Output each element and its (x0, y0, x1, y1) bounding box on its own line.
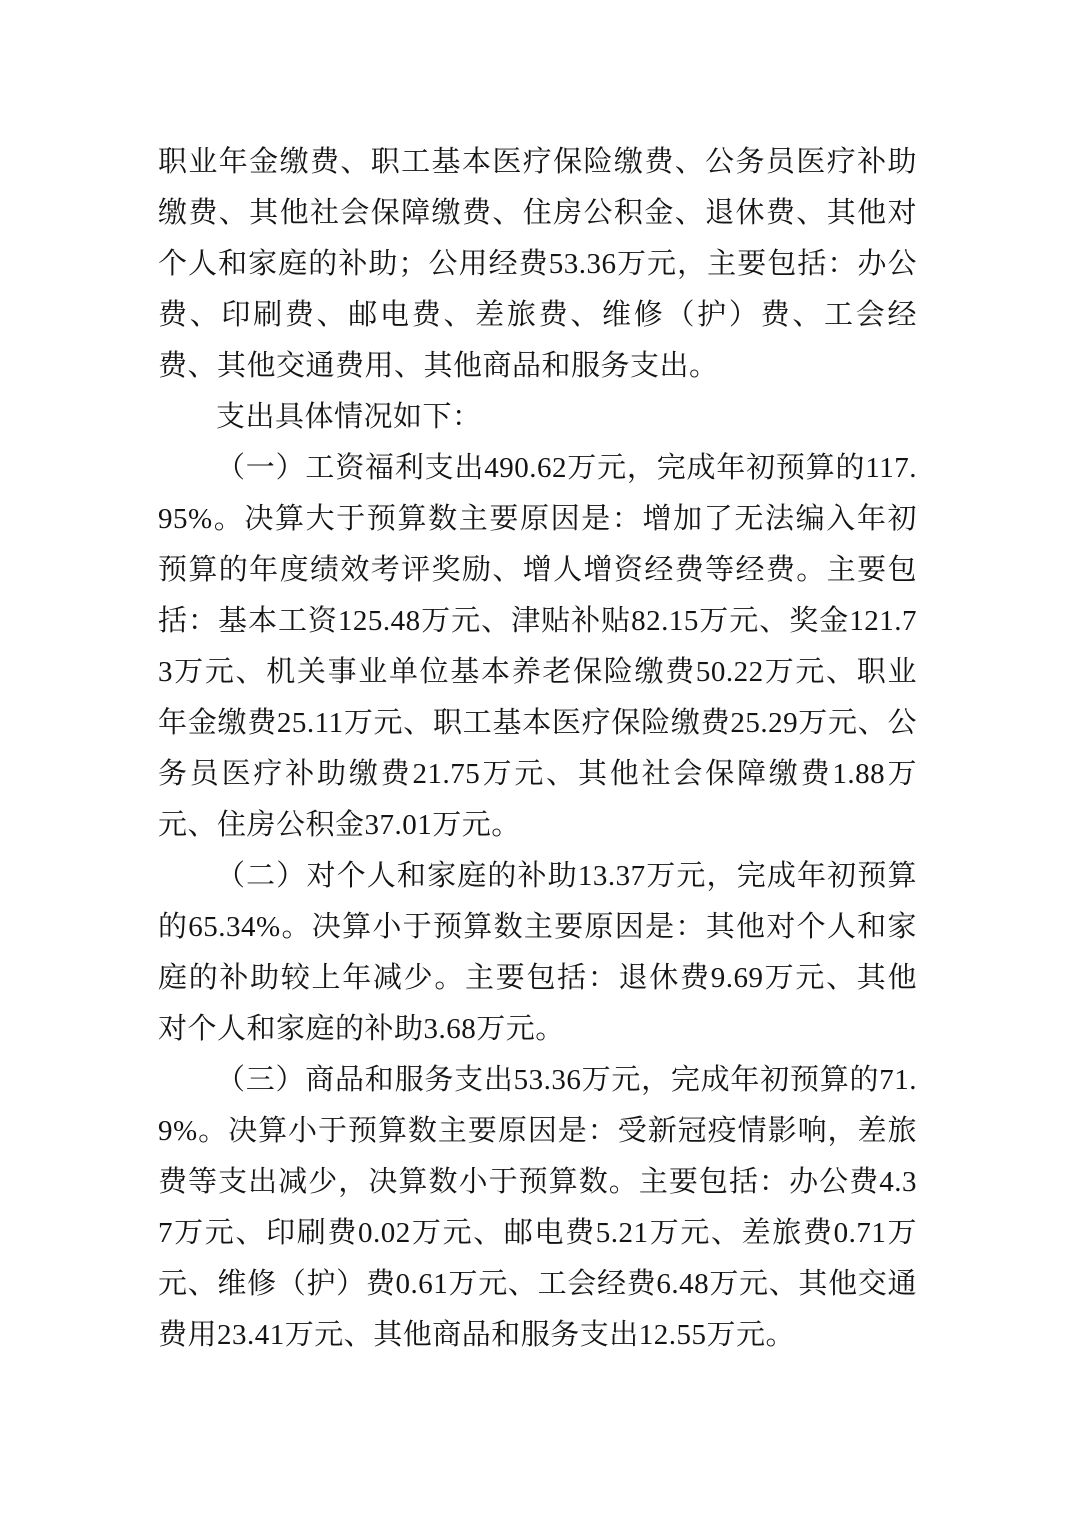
paragraph-continuation: 职业年金缴费、职工基本医疗保险缴费、公务员医疗补助缴费、其他社会保障缴费、住房公积金、退休费、其他对个人和家庭的补助；公用经费53.36万元，主要包括：办公费、印刷费、邮电费、差旅费、维修（护）费、工会经费、其他交通费用、其他商品和服务支出。 (158, 146, 917, 382)
document-body (158, 137, 917, 1361)
paragraph-item-3-goods-services: （三）商品和服务支出53.36万元，完成年初预算的71.9%。决算小于预算数主要原因是：受新冠疫情影响，差旅费等支出减少，决算数小于预算数。主要包括：办公费4.37万元、印刷费0.02万元、邮电费5.21万元、差旅费0.71万元、维修（护）费0.61万元、工会经费6.48万元、其他交通费用23.41万元、其他商品和服务支出12.55万元。 (158, 1064, 917, 1351)
paragraph-intro: 支出具体情况如下： (216, 401, 482, 433)
paragraph-item-2-individual-family-subsidy: （二）对个人和家庭的补助13.37万元，完成年初预算的65.34%。决算小于预算数主要原因是：其他对个人和家庭的补助较上年减少。主要包括：退休费9.69万元、其他对个人和家庭的补助3.68万元。 (158, 860, 917, 1045)
paragraph-item-1-salary-welfare: （一）工资福利支出490.62万元，完成年初预算的117.95%。决算大于预算数主要原因是：增加了无法编入年初预算的年度绩效考评奖励、增人增资经费等经费。主要包括：基本工资125.48万元、津贴补贴82.15万元、奖金121.73万元、机关事业单位基本养老保险缴费50.22万元、职业年金缴费25.11万元、职工基本医疗保险缴费25.29万元、公务员医疗补助缴费21.75万元、其他社会保障缴费1.88万元、住房公积金37.01万元。 (158, 452, 917, 841)
